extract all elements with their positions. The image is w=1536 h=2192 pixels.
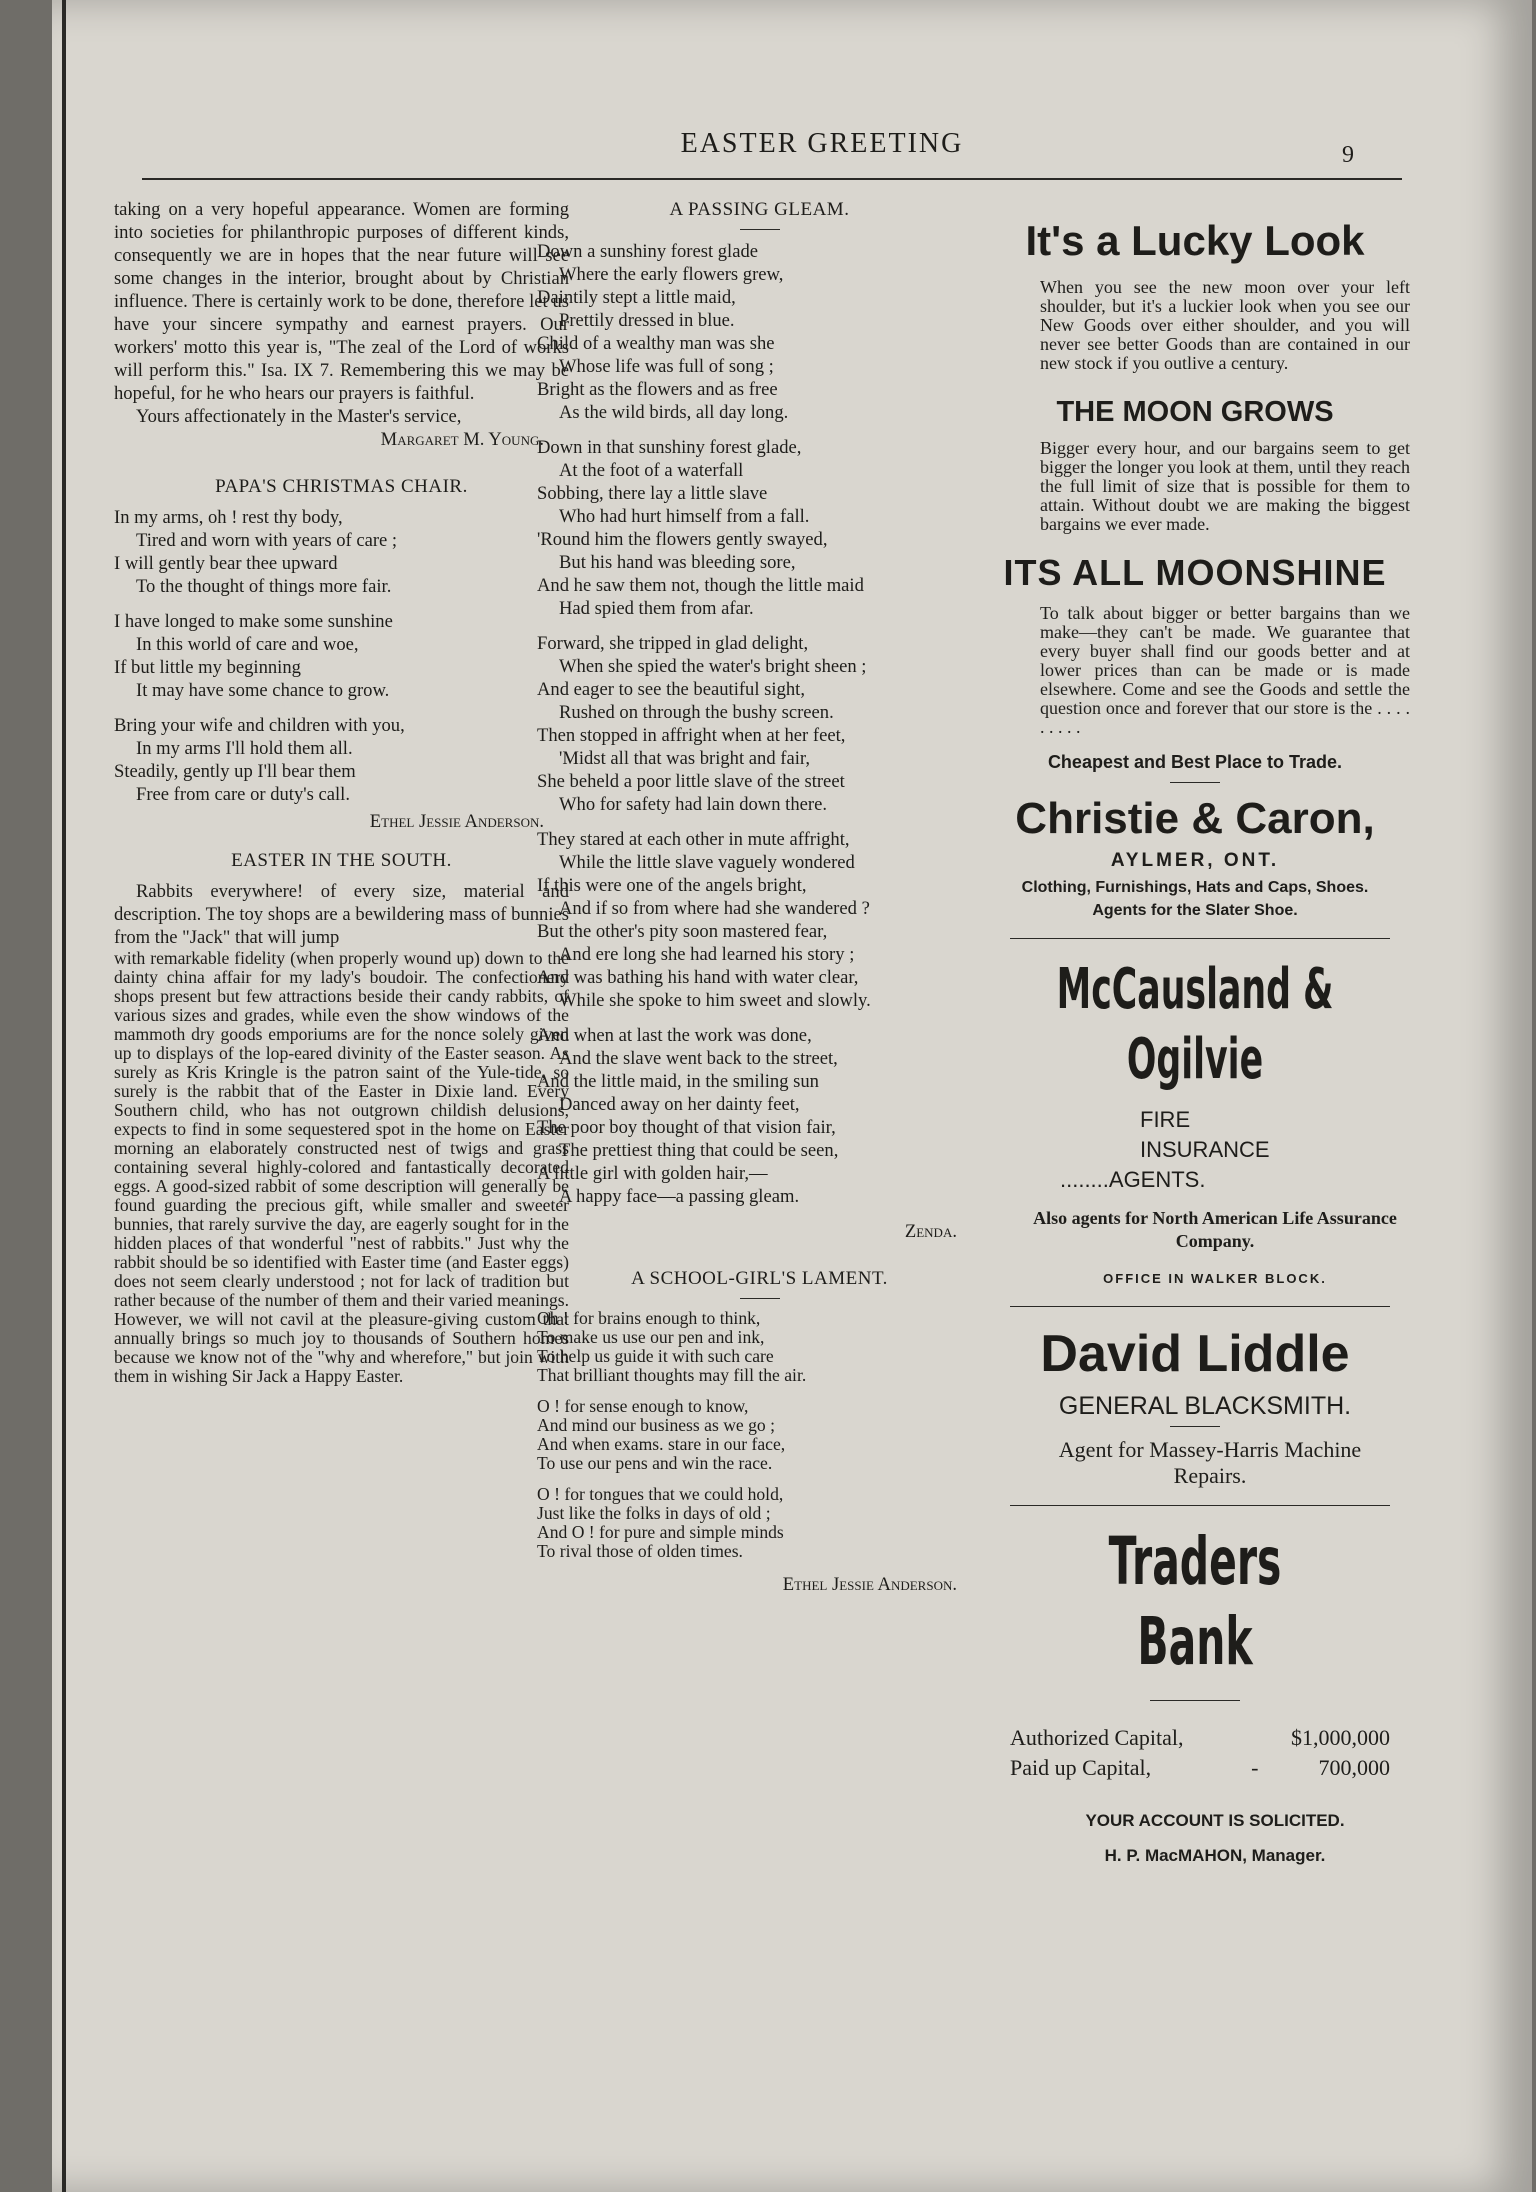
- bank-manager: H. P. MacMAHON, Manager.: [1104, 1846, 1326, 1865]
- poem-line: Whose life was full of song ;: [559, 356, 774, 377]
- poem-line: And when exams. stare in our face,: [537, 1434, 786, 1454]
- poem-line: As the wild birds, all day long.: [559, 402, 789, 423]
- ad-lucky-body: When you see the new moon over your left shoulder, but it's a luckier look when you see our New Goods over either shoulder, and you will never see better Goods than are contained in our new stock if you outlive a century.: [1040, 277, 1410, 373]
- poem-line: I will gently bear thee upward: [114, 553, 338, 574]
- poem-line: But the other's pity soon mastered fear,: [537, 921, 828, 942]
- ad-liddle-name: David Liddle: [1040, 1325, 1350, 1383]
- poem-line: And O ! for pure and simple minds: [537, 1522, 784, 1542]
- ad-divider: [1170, 782, 1220, 783]
- poem-line: To use our pens and win the race.: [537, 1453, 773, 1473]
- ad-divider: [1010, 938, 1390, 939]
- ad-christie-name: Christie & Caron,: [1015, 794, 1375, 843]
- poem-line: And the little maid, in the smiling sun: [537, 1071, 819, 1092]
- bank-paid-label: Paid up Capital,: [1010, 1755, 1152, 1780]
- poem-line: I have longed to make some sunshine: [114, 611, 393, 632]
- poem-line: Rushed on through the bushy screen.: [559, 702, 834, 723]
- poem-line: In my arms I'll hold them all.: [136, 738, 353, 759]
- header-rule: [142, 178, 1402, 180]
- poem-line: In my arms, oh ! rest thy body,: [114, 507, 343, 528]
- poem-line: But his hand was bleeding sore,: [559, 552, 796, 573]
- poem-papas-chair: [114, 506, 569, 806]
- poem-line: Prettily dressed in blue.: [559, 310, 735, 331]
- ad-christie-line: Agents for the Slater Shoe.: [1092, 902, 1298, 919]
- poem-title-school-girl: A SCHOOL-GIRL'S LAMENT.: [631, 1268, 888, 1289]
- ad-mccausland-also: Also agents for North American Life Assurance Company.: [1033, 1208, 1397, 1251]
- poem-line: To make us use our pen and ink,: [537, 1327, 765, 1347]
- article-title: EASTER IN THE SOUTH.: [231, 850, 452, 871]
- ad-mccausland-name: [960, 955, 1430, 1095]
- poem-stanza: [537, 436, 982, 620]
- poem-line: And eager to see the beautiful sight,: [537, 679, 805, 700]
- ad-divider: [1150, 1700, 1240, 1701]
- bank-authorized-row: [960, 1723, 1430, 1753]
- poem-line: Had spied them from afar.: [559, 598, 754, 619]
- poem-line: And if so from where had she wandered ?: [559, 898, 870, 919]
- poem-line: Danced away on her dainty feet,: [559, 1094, 800, 1115]
- poem-stanza: [537, 828, 982, 1012]
- article-lead: Rabbits everywhere! of every size, material and description. The toy shops are a bewildering mass of bunnies from the "Jack" that will jump: [114, 881, 569, 948]
- poem-line: While she spoke to him sweet and slowly.: [559, 990, 871, 1011]
- ad-moonshine-body: To talk about bigger or better bargains than we make—they can't be made. We guarantee that every buyer shall find our goods better and at lower prices than can be made or is made elsewhere. Come and see the Goods and settle the question once and forever that our store is the . . . . . . . . .: [1040, 603, 1410, 737]
- poem-line: Who for safety had lain down there.: [559, 794, 827, 815]
- poem-line: When she spied the water's bright sheen ;: [559, 656, 867, 677]
- column-ads: [960, 198, 1430, 1867]
- poem-author: Zenda.: [904, 1221, 957, 1242]
- poem-line: A little girl with golden hair,—: [537, 1163, 768, 1184]
- poem-line: Down a sunshiny forest glade: [537, 241, 759, 262]
- poem-line: 'Round him the flowers gently swayed,: [537, 529, 828, 550]
- ad-bank-name-text: Traders Bank: [1108, 1523, 1282, 1680]
- poem-line: Down in that sunshiny forest glade,: [537, 437, 802, 458]
- poem-line: Then stopped in affright when at her feet,: [537, 725, 846, 746]
- poem-author: Ethel Jessie Anderson.: [782, 1574, 957, 1595]
- poem-line: And he saw them not, though the little maid: [537, 575, 864, 596]
- poem-line: And was bathing his hand with water clear,: [537, 967, 859, 988]
- poem-line: And the slave went back to the street,: [559, 1048, 838, 1069]
- poem-line: Forward, she tripped in glad delight,: [537, 633, 809, 654]
- ad-lucky-title: It's a Lucky Look: [1025, 217, 1365, 264]
- poem-line: To the thought of things more fair.: [136, 576, 392, 597]
- ad-mccausland-office: OFFICE IN WALKER BLOCK.: [1103, 1271, 1327, 1286]
- poem-line: The poor boy thought of that vision fair,: [537, 1117, 836, 1138]
- ad-divider: [1010, 1505, 1390, 1506]
- ad-mccausland-insurance: INSURANCE: [1140, 1137, 1270, 1162]
- poem-line: A happy face—a passing gleam.: [559, 1186, 800, 1207]
- poem-line: Sobbing, there lay a little slave: [537, 483, 768, 504]
- poem-line: That brilliant thoughts may fill the air.: [537, 1365, 807, 1385]
- poem-line: And mind our business as we go ;: [537, 1415, 775, 1435]
- title-divider: [740, 1298, 780, 1299]
- poem-stanza: [537, 1024, 982, 1208]
- ad-cheapest: Cheapest and Best Place to Trade.: [1047, 752, 1343, 772]
- poem-line: O ! for sense enough to know,: [537, 1396, 749, 1416]
- newspaper-page: [52, 0, 1532, 2192]
- bank-solicit: YOUR ACCOUNT IS SOLICITED.: [1085, 1811, 1345, 1830]
- poem-stanza: [537, 1485, 982, 1561]
- bank-authorized-label: Authorized Capital,: [1010, 1725, 1184, 1750]
- ad-moonshine-title: ITS ALL MOONSHINE: [1003, 552, 1387, 593]
- poem-line: If but little my beginning: [114, 657, 301, 678]
- poem-school-girl: [537, 1309, 982, 1561]
- ad-christie-line: Clothing, Furnishings, Hats and Caps, Shoes.: [1021, 879, 1369, 896]
- poem-line: To rival those of olden times.: [537, 1541, 743, 1561]
- poem-line: She beheld a poor little slave of the street: [537, 771, 845, 792]
- bank-paid-row: [960, 1753, 1430, 1783]
- letter-closing: Yours affectionately in the Master's service,: [136, 406, 462, 427]
- poem-line: If this were one of the angels bright,: [537, 875, 807, 896]
- letter-paragraph: taking on a very hopeful appearance. Women are forming into societies for philanthropic purposes of different kinds, consequently we are in hopes that the near future will see some changes in the interior, brought about by Christian influence. There is certainly work to be done, therefore let us have your sincere sympathy and earnest prayers. Our workers' motto this year is, "The zeal of the Lord of works will perform this." Isa. IX 7. Remembering this we may be hopeful, for he who hears our prayers is faithful.: [114, 199, 569, 404]
- poem-line: Who had hurt himself from a fall.: [559, 506, 810, 527]
- poem-title-passing-gleam: A PASSING GLEAM.: [669, 199, 850, 220]
- poem-line: And ere long she had learned his story ;: [559, 944, 855, 965]
- letter-signature: Margaret M. Young.: [380, 429, 544, 450]
- poem-line: At the foot of a waterfall: [559, 460, 744, 481]
- bank-paid-dash: -: [1251, 1755, 1259, 1780]
- ad-bank-name: [960, 1522, 1430, 1682]
- poem-line: While the little slave vaguely wondered: [559, 852, 855, 873]
- ad-divider: [1010, 1306, 1390, 1307]
- page-header-title: EASTER GREETING: [680, 128, 964, 159]
- poem-stanza: [537, 632, 982, 816]
- poem-line: Oh ! for brains enough to think,: [537, 1308, 761, 1328]
- title-divider: [740, 229, 780, 230]
- ad-christie-town: AYLMER, ONT.: [1110, 850, 1280, 871]
- poem-stanza: [537, 1309, 982, 1385]
- poem-line: 'Midst all that was bright and fair,: [559, 748, 810, 769]
- ad-moon-body: Bigger every hour, and our bargains seem to get bigger the longer you look at them, until they reach the full limit of size that is possible for them to attain. Without doubt we are making the biggest bargains we ever made.: [1040, 438, 1410, 534]
- bank-paid-value: 700,000: [1318, 1755, 1390, 1780]
- poem-author: Ethel Jessie Anderson.: [369, 811, 544, 832]
- poem-line: Child of a wealthy man was she: [537, 333, 775, 354]
- poem-line: They stared at each other in mute affright,: [537, 829, 850, 850]
- ad-mccausland-name-text: McCausland & Ogilvie: [1056, 957, 1334, 1092]
- page-number: 9: [1342, 142, 1354, 168]
- ad-mccausland-agents: ........AGENTS.: [1060, 1167, 1206, 1192]
- poem-title-papas-chair: PAPA'S CHRISTMAS CHAIR.: [215, 476, 468, 497]
- column-middle: [537, 198, 982, 1596]
- ad-liddle-agent: Agent for Massey-Harris Machine Repairs.: [1058, 1437, 1362, 1488]
- poem-passing-gleam: [537, 240, 982, 1208]
- ad-moon-title: THE MOON GROWS: [1056, 396, 1334, 428]
- ad-divider: [1170, 1426, 1220, 1427]
- poem-line: Tired and worn with years of care ;: [136, 530, 398, 551]
- poem-line: Free from care or duty's call.: [136, 784, 350, 805]
- poem-line: And when at last the work was done,: [537, 1025, 812, 1046]
- poem-line: Where the early flowers grew,: [559, 264, 784, 285]
- poem-line: It may have some chance to grow.: [136, 680, 390, 701]
- poem-line: Steadily, gently up I'll bear them: [114, 761, 356, 782]
- ad-liddle-trade: GENERAL BLACKSMITH.: [1058, 1392, 1352, 1420]
- poem-line: To help us guide it with such care: [537, 1346, 774, 1366]
- poem-line: Bright as the flowers and as free: [537, 379, 778, 400]
- poem-line: Bring your wife and children with you,: [114, 715, 405, 736]
- column-left: [114, 198, 569, 1386]
- poem-stanza: [537, 1397, 982, 1473]
- bank-authorized-value: $1,000,000: [1291, 1725, 1390, 1750]
- poem-stanza: [537, 240, 982, 424]
- article-body: with remarkable fidelity (when properly wound up) down to the dainty china affair for my lady's boudoir. The confectionery shops present but few attractions beside their candy rabbits, of various sizes and grades, while even the show windows of the mammoth dry goods emporiums are for the nonce solely given up to displays of the lop-eared divinity of the Easter season. As surely as Kris Kringle is the patron saint of the Yule-tide, so surely is the rabbit that of the Easter in Dixie land. Every Southern child, who has not outgrown childish delusions, expects to find in some sequestered spot in the home on Easter morning an elaborately constructed nest of twigs and grass containing several highly-colored and fantastically decorated eggs. A good-sized rabbit of some description will generally be found guarding the precious gift, while smaller and sweeter bunnies, that rarely survive the day, are eagerly sought for in the hidden places of that wonderful "nest of rabbits." Just why the rabbit should be so identified with Easter time (and Easter eggs) does not seem clearly understood ; not for lack of tradition but rather because of the number of them and their varied meanings. However, we will not cavil at the pleasure-giving custom that annually brings so much joy to thousands of Southern homes because we know not of the "why and wherefore," but join with them in wishing Sir Jack a Happy Easter.: [114, 948, 569, 1386]
- poem-line: O ! for tongues that we could hold,: [537, 1484, 784, 1504]
- poem-line: Just like the folks in days of old ;: [537, 1503, 771, 1523]
- ad-mccausland-fire: FIRE: [1140, 1107, 1191, 1132]
- poem-line: The prettiest thing that could be seen,: [559, 1140, 839, 1161]
- poem-line: In this world of care and woe,: [136, 634, 359, 655]
- poem-line: Daintily stept a little maid,: [537, 287, 736, 308]
